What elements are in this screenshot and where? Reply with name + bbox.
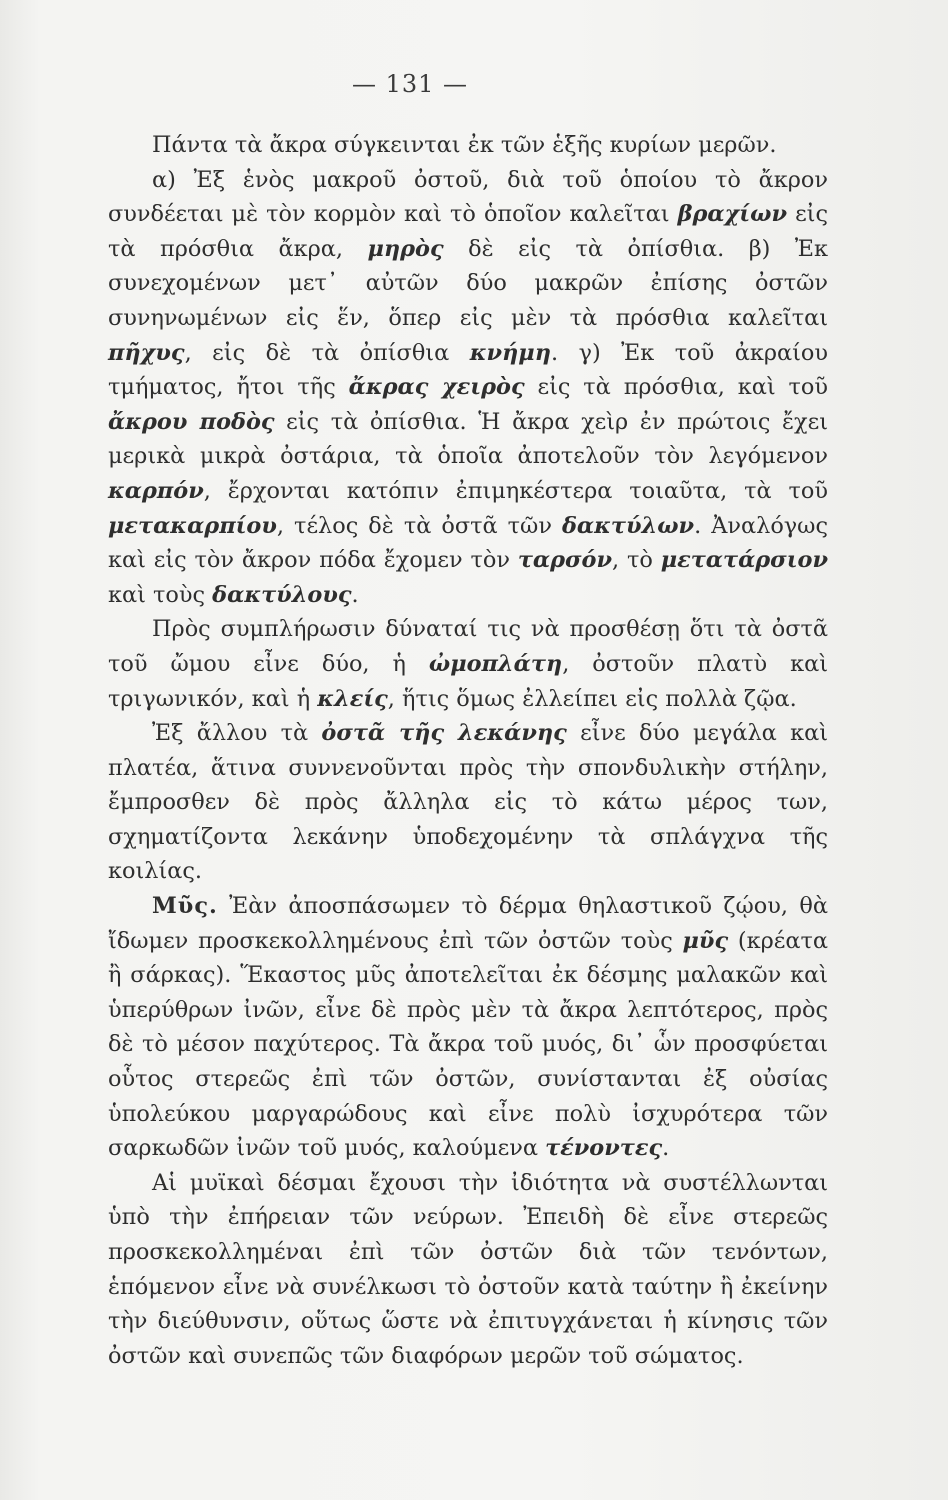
paragraph bbox=[108, 1166, 828, 1374]
text-run: , ὀστοῦν πλατὺ καὶ τριγωνικόν, καὶ ἡ bbox=[108, 650, 828, 712]
emphasized-term: ταρσόν bbox=[517, 547, 612, 574]
text-run: , ἥτις ὅμως ἐλλείπει εἰς πολλὰ ζῷα. bbox=[387, 685, 797, 712]
text-run: εἰς τὰ πρόσθια ἄκρα, bbox=[108, 201, 828, 262]
emphasized-term: βραχίων bbox=[677, 201, 787, 228]
emphasized-term: πῆχυς bbox=[108, 339, 185, 366]
body-text bbox=[108, 128, 828, 1373]
text-run: Ἐξ ἄλλου τὰ bbox=[152, 720, 322, 747]
emphasized-term: δακτύλων bbox=[561, 512, 695, 539]
emphasized-term: ὠμοπλάτη bbox=[428, 650, 563, 677]
text-run: . Ἀναλόγως καὶ εἰς τὸν ἄκρον πόδα ἔχομεν τὸν bbox=[108, 512, 828, 574]
emphasized-term: δακτύλους bbox=[212, 581, 352, 608]
emphasized-term: μετατάρσιον bbox=[660, 547, 828, 574]
text-run: , τέλος δὲ τὰ ὀστᾶ τῶν bbox=[276, 512, 562, 539]
section-heading: Μῦς. bbox=[152, 893, 218, 920]
text-run: Ἐὰν ἀποσπάσωμεν τὸ δέρμα θηλαστικοῦ ζῴου, θὰ ἴδωμεν προσκεκολλημένους ἐπὶ τῶν ὀστῶν τοὺς bbox=[108, 893, 828, 954]
text-run: εἶνε δύο μεγάλα καὶ πλατέα, ἅτινα συννενοῦνται πρὸς τὴν σπονδυλικὴν στήλην, ἔμπροσθεν δὲ πρὸς ἄλληλα εἰς τὸ κάτω μέρος των, σχηματίζοντα λεκάνην ὑποδεχομένην τὰ σπλάγχνα τῆς κοιλίας. bbox=[108, 720, 828, 885]
emphasized-term: μετακαρπίου bbox=[108, 512, 277, 539]
text-run: Πάντα τὰ ἄκρα σύγκεινται ἐκ τῶν ἑξῆς κυρίων μερῶν. bbox=[152, 132, 777, 158]
paragraph bbox=[108, 612, 828, 716]
emphasized-term: μηρὸς bbox=[367, 235, 444, 262]
text-run: . bbox=[351, 581, 359, 608]
text-run: , ἔρχονται κατόπιν ἐπιμηκέστερα τοιαῦτα, τὰ τοῦ bbox=[203, 477, 828, 504]
emphasized-term: καρπόν bbox=[108, 477, 204, 504]
emphasized-term: ὀστᾶ τῆς λεκάνης bbox=[321, 720, 567, 747]
emphasized-term: ἄκρου ποδὸς bbox=[108, 408, 275, 435]
text-run: . γ) Ἐκ τοῦ ἀκραίου τμήματος, ἤτοι τῆς bbox=[108, 339, 829, 401]
emphasized-term: ἄκρας χειρὸς bbox=[348, 374, 525, 401]
text-run: καὶ τοὺς bbox=[108, 581, 213, 608]
text-run: , τὸ bbox=[611, 547, 661, 574]
text-run: εἰς τὰ πρόσθια, καὶ τοῦ bbox=[524, 374, 828, 401]
page-number: — 131 — bbox=[351, 70, 469, 98]
paragraph bbox=[108, 163, 828, 613]
emphasized-term: κλείς bbox=[317, 685, 388, 712]
text-run: . bbox=[662, 1135, 670, 1162]
paragraph bbox=[108, 716, 828, 889]
text-run: Αἱ μυϊκαὶ δέσμαι ἔχουσι τὴν ἰδιότητα νὰ συστέλλωνται ὑπὸ τὴν ἐπήρειαν τῶν νεύρων. Ἐπειδὴ δὲ εἶνε στερεῶς προσκεκολλημέναι ἐπὶ τῶν ὀστῶν διὰ τῶν τενόντων, ἑπόμενον εἶνε νὰ συνέλκωσι τὸ ὀστοῦν κατὰ ταύτην ἢ ἐκείνην τὴν διεύθυνσιν, οὕτως ὥστε νὰ ἐπιτυγχάνεται ἡ κίνησις τῶν ὀστῶν καὶ συνεπῶς τῶν διαφόρων μερῶν τοῦ σώματος. bbox=[108, 1169, 828, 1369]
text-run: εἰς τὰ ὀπίσθια. Ἡ ἄκρα χεὶρ ἐν πρώτοις ἔχει μερικὰ μικρὰ ὀστάρια, τὰ ὁποῖα ἀποτελοῦν τὸν λεγόμενον bbox=[108, 408, 829, 470]
paragraph bbox=[108, 128, 828, 163]
text-run: Πρὸς συμπλήρωσιν δύναταί τις νὰ προσθέσῃ ὅτι τὰ ὀστᾶ τοῦ ὤμου εἶνε δύο, ἡ bbox=[108, 616, 828, 677]
text-run: , εἰς δὲ τὰ ὀπίσθια bbox=[184, 339, 470, 366]
emphasized-term: τένοντες bbox=[545, 1135, 663, 1162]
text-run: δὲ εἰς τὰ ὀπίσθια. β) Ἐκ συνεχομένων μετ᾽ αὐτῶν δύο μακρῶν ἐπίσης ὀστῶν συνηνωμένων εἰς ἕν, ὅπερ εἰς μὲν τὰ πρόσθια καλεῖται bbox=[108, 235, 828, 331]
text-run: (κρέατα ἢ σάρκας). Ἕκαστος μῦς ἀποτελεῖται ἐκ δέσμης μαλακῶν καὶ ὑπερύθρων ἰνῶν, εἶνε δὲ πρὸς μὲν τὰ ἄκρα λεπτότερος, πρὸς δὲ τὸ μέσον παχύτερος. Τὰ ἄκρα τοῦ μυός, δι᾽ ὧν προσφύεται οὗτος στερεῶς ἐπὶ τῶν ὀστῶν, συνίστανται ἐξ οὐσίας ὑπολεύκου μαργαρώδους καὶ εἶνε πολὺ ἰσχυρότερα τῶν σαρκωδῶν ἰνῶν τοῦ μυός, καλούμενα bbox=[108, 927, 828, 1162]
paragraph bbox=[108, 889, 828, 1166]
emphasized-term: μῦς bbox=[682, 927, 729, 954]
emphasized-term: κνήμη bbox=[469, 339, 551, 366]
text-run: α) Ἐξ ἑνὸς μακροῦ ὀστοῦ, διὰ τοῦ ὁποίου τὸ ἄκρον συνδέεται μὲ τὸν κορμὸν καὶ τὸ ὁποῖον καλεῖται bbox=[108, 166, 828, 228]
